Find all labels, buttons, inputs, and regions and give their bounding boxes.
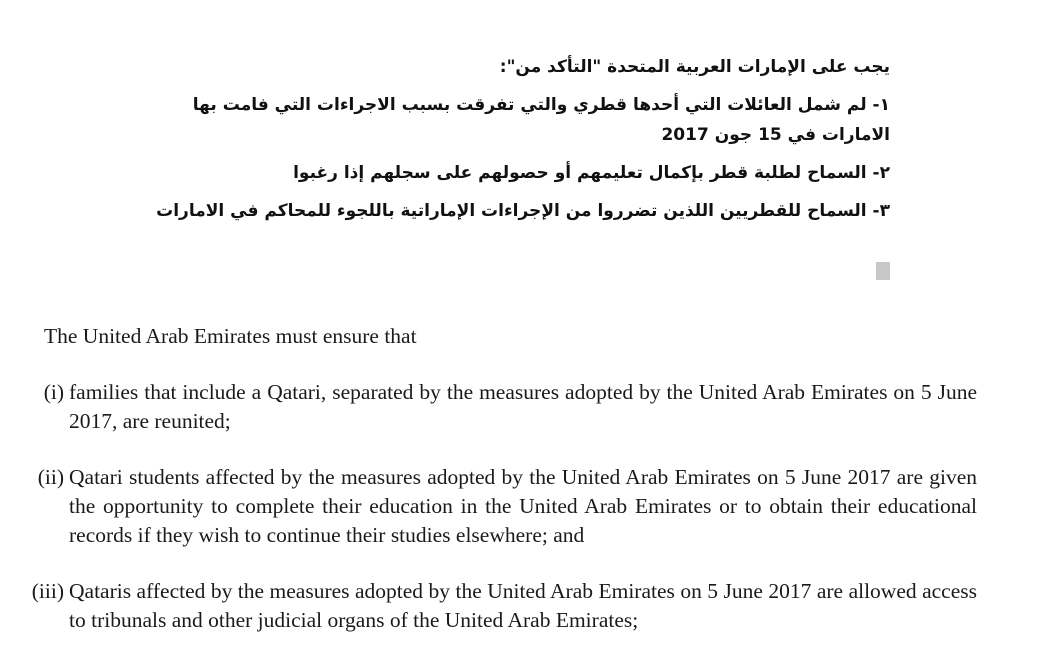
arabic-item-3 xyxy=(130,196,890,226)
item-text: Qataris affected by the measures adopted by the United Arab Emirates on 5 June 2017 are allowed access to tribunals and other judicial organs of the United Arab Emirates; xyxy=(69,579,977,632)
arabic-item-number: ٣- xyxy=(872,201,890,221)
arabic-translation-block xyxy=(130,52,890,234)
arabic-item-number: ٢- xyxy=(872,163,890,183)
item-marker: (ii) xyxy=(37,465,64,489)
arabic-item-number: ١- xyxy=(872,95,890,115)
english-lead-sentence: The United Arab Emirates must ensure that xyxy=(44,324,417,348)
item-text: families that include a Qatari, separated by the measures adopted by the United Arab Emirates on 5 June 2017, are reunited; xyxy=(69,380,977,433)
item-marker: (i) xyxy=(43,380,64,404)
arabic-heading: يجب على الإمارات العربية المتحدة "التأكد من": xyxy=(499,57,890,77)
text-cursor-block xyxy=(876,262,890,280)
arabic-item-text: السماح لطلبة قطر بإكمال تعليمهم أو حصولهم على سجلهم إذا رغبوا xyxy=(293,163,867,183)
arabic-item-text: لم شمل العائلات التي أحدها قطري والتي تفرقت بسبب الاجراءات التي فامت بها الامارات في 15 جون 2017 xyxy=(192,95,890,145)
arabic-item-text: السماح للقطريين اللذين تضرروا من الإجراءات الإماراتية باللجوء للمحاكم في الامارات xyxy=(156,201,867,221)
item-marker: (iii) xyxy=(31,579,64,603)
arabic-item-2 xyxy=(130,158,890,188)
item-text: Qatari students affected by the measures adopted by the United Arab Emirates on 5 June 2017 are given the opportunity to complete their education in the United Arab Emirates or to obtain their educational records if they wish to continue their studies elsewhere; and xyxy=(69,465,977,547)
arabic-item-1 xyxy=(130,90,890,150)
